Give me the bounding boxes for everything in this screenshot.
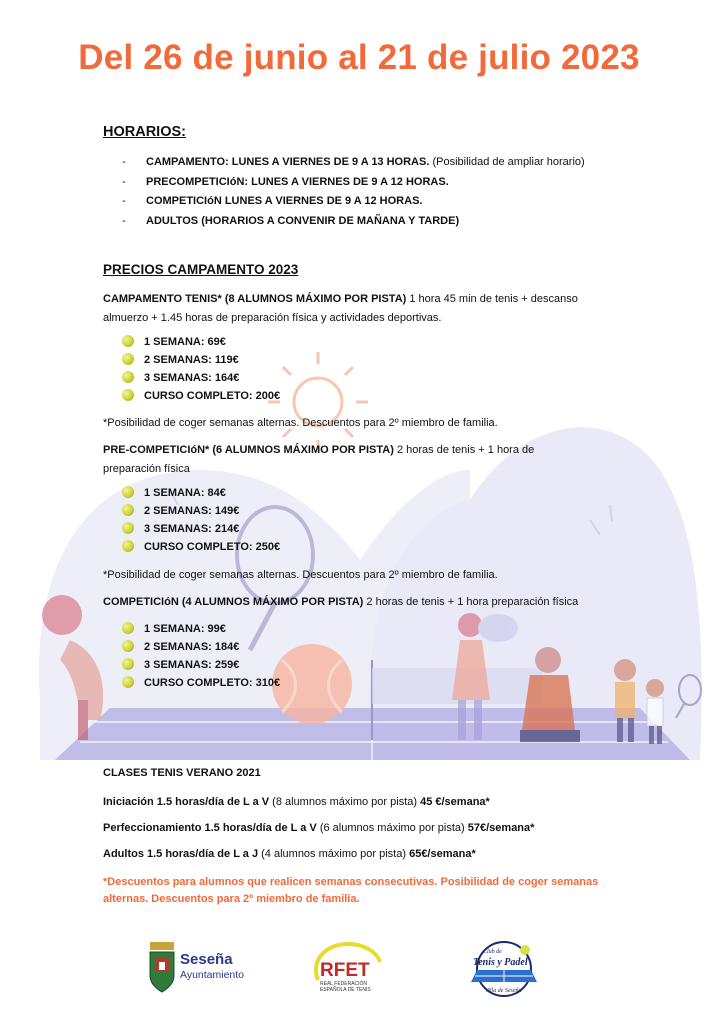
price-item: 3 SEMANAS: 164€ (122, 369, 280, 387)
price-item: 2 SEMANAS: 184€ (122, 638, 280, 656)
club-line-2: Tenis y Padel (473, 957, 528, 968)
sesena-name: Seseña (180, 951, 233, 968)
price-item: 1 SEMANA: 69€ (122, 333, 280, 351)
price-item: CURSO COMPLETO: 250€ (122, 538, 280, 556)
club-tenis-padel-logo (463, 940, 545, 998)
tennis-ball-icon (122, 622, 134, 634)
coat-of-arms-icon (150, 942, 174, 992)
clase-line: Adultos 1.5 horas/día de L a J (4 alumnos máximo por pista) 65€/semana* (103, 848, 476, 860)
page-title: Del 26 de junio al 21 de julio 2023 (78, 38, 640, 77)
horarios-list (122, 153, 585, 231)
tennis-ball-icon (122, 658, 134, 670)
discount-footnote: *Descuentos para alumnos que realicen semanas consecutivas. Posibilidad de coger semanas alternas. Descuentos para 2º miembro de familia. (103, 876, 599, 905)
price-item: 3 SEMANAS: 259€ (122, 656, 280, 674)
clase-line: Perfeccionamiento 1.5 horas/día de L a V (6 alumnos máximo por pista) 57€/semana* (103, 822, 535, 834)
competicion-price-list (122, 620, 280, 692)
precompeticion-price-list (122, 484, 280, 556)
price-item: CURSO COMPLETO: 310€ (122, 674, 280, 692)
horarios-title: HORARIOS: (103, 124, 186, 140)
sesena-logo (146, 940, 254, 996)
rfet-name: RFET (320, 960, 370, 981)
tennis-ball-icon (122, 335, 134, 347)
rfet-sub-1: REAL FEDERACIÓN (320, 981, 368, 987)
competicion-heading: COMPETICIóN (4 ALUMNOS MÁXIMO POR PISTA) 2 horas de tenis + 1 hora preparación física (103, 596, 579, 608)
club-line-3: Villa de Seseña (485, 988, 522, 994)
tennis-ball-icon (122, 640, 134, 652)
horario-item: - ADULTOS (HORARIOS A CONVENIR DE MAÑANA Y TARDE) (122, 214, 460, 227)
tennis-ball-icon (122, 540, 134, 552)
horario-item: - COMPETICIóN LUNES A VIERNES DE 9 A 12 HORAS. (122, 195, 423, 207)
rfet-sub-2: ESPAÑOLA DE TENIS (320, 987, 371, 993)
clases-title: CLASES TENIS VERANO 2021 (103, 767, 261, 779)
tennis-ball-icon (122, 371, 134, 383)
precios-title: PRECIOS CAMPAMENTO 2023 (103, 262, 299, 277)
tennis-ball-icon (122, 353, 134, 365)
horario-item: - PRECOMPETICIóN: LUNES A VIERNES DE 9 A 12 HORAS. (122, 175, 449, 188)
price-item: 2 SEMANAS: 149€ (122, 502, 280, 520)
sesena-sub: Ayuntamiento (180, 969, 245, 981)
tennis-ball-icon (122, 504, 134, 516)
campamento-price-list (122, 333, 280, 405)
clase-line: Iniciación 1.5 horas/día de L a V (8 alumnos máximo por pista) 45 €/semana* (103, 796, 490, 808)
campamento-note: *Posibilidad de coger semanas alternas. Descuentos para 2º miembro de familia. (103, 417, 498, 429)
price-item: 3 SEMANAS: 214€ (122, 520, 280, 538)
tennis-ball-icon (122, 389, 134, 401)
precompeticion-heading: PRE-COMPETICIóN* (6 ALUMNOS MÁXIMO POR PISTA) 2 horas de tenis + 1 hora de preparación física (103, 444, 535, 475)
price-item: 2 SEMANAS: 119€ (122, 351, 280, 369)
club-ball-icon (520, 945, 530, 955)
price-item: 1 SEMANA: 84€ (122, 484, 280, 502)
tennis-ball-icon (122, 522, 134, 534)
club-line-1: Club de (483, 949, 502, 955)
tennis-ball-icon (122, 676, 134, 688)
price-item: 1 SEMANA: 99€ (122, 620, 280, 638)
rfet-logo (308, 940, 392, 996)
tennis-ball-icon (122, 486, 134, 498)
price-item: CURSO COMPLETO: 200€ (122, 387, 280, 405)
precompeticion-note: *Posibilidad de coger semanas alternas. Descuentos para 2º miembro de familia. (103, 569, 498, 581)
horario-item: - CAMPAMENTO: LUNES A VIERNES DE 9 A 13 HORAS. (Posibilidad de ampliar horario) (122, 156, 585, 168)
campamento-heading: CAMPAMENTO TENIS* (8 ALUMNOS MÁXIMO POR PISTA) 1 hora 45 min de tenis + descanso almuerzo + 1.45 horas de preparación física y actividades deportivas. (103, 293, 578, 324)
